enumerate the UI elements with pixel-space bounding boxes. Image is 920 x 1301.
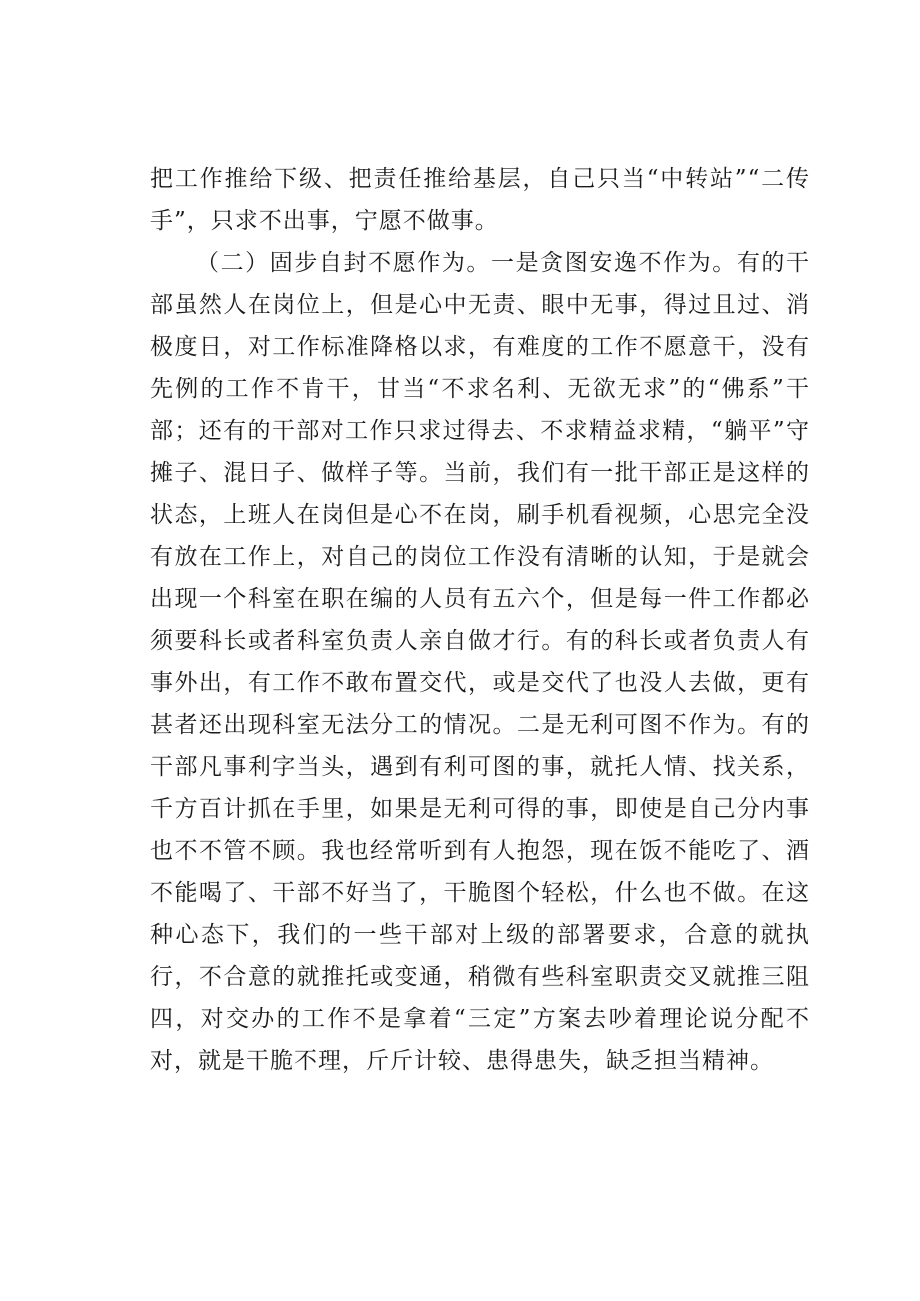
- paragraph-section-two: （二）固步自封不愿作为。一是贪图安逸不作为。有的干部虽然人在岗位上，但是心中无责、眼中无事，得过且过、消极度日，对工作标准降格以求，有难度的工作不愿意干，没有先例的工作不肯干，甘当“不求名利、无欲无求”的“佛系”干部；还有的干部对工作只求过得去、不求精益求精，“躺平”守摊子、混日子、做样子等。当前，我们有一批干部正是这样的状态，上班人在岗但是心不在岗，刷手机看视频，心思完全没有放在工作上，对自己的岗位工作没有清晰的认知，于是就会出现一个科室在职在编的人员有五六个，但是每一件工作都必须要科长或者科室负责人亲自做才行。有的科长或者负责人有事外出，有工作不敢布置交代，或是交代了也没人去做，更有甚者还出现科室无法分工的情况。二是无利可图不作为。有的干部凡事利字当头，遇到有利可图的事，就托人情、找关系，千方百计抓在手里，如果是无利可得的事，即使是自己分内事也不不管不顾。我也经常听到有人抱怨，现在饭不能吃了、酒不能喝了、干部不好当了，干脆图个轻松，什么也不做。在这种心态下，我们的一些干部对上级的部署要求，合意的就执行，不合意的就推托或变通，稍微有些科室职责交叉就推三阻四，对交办的工作不是拿着“三定”方案去吵着理论说分配不对，就是干脆不理，斤斤计较、患得患失，缺乏担当精神。: [150, 250, 810, 1074]
- paragraph-continuation: 把工作推给下级、把责任推给基层，自己只当“中转站”“二传手”，只求不出事，宁愿不做事。: [150, 166, 810, 234]
